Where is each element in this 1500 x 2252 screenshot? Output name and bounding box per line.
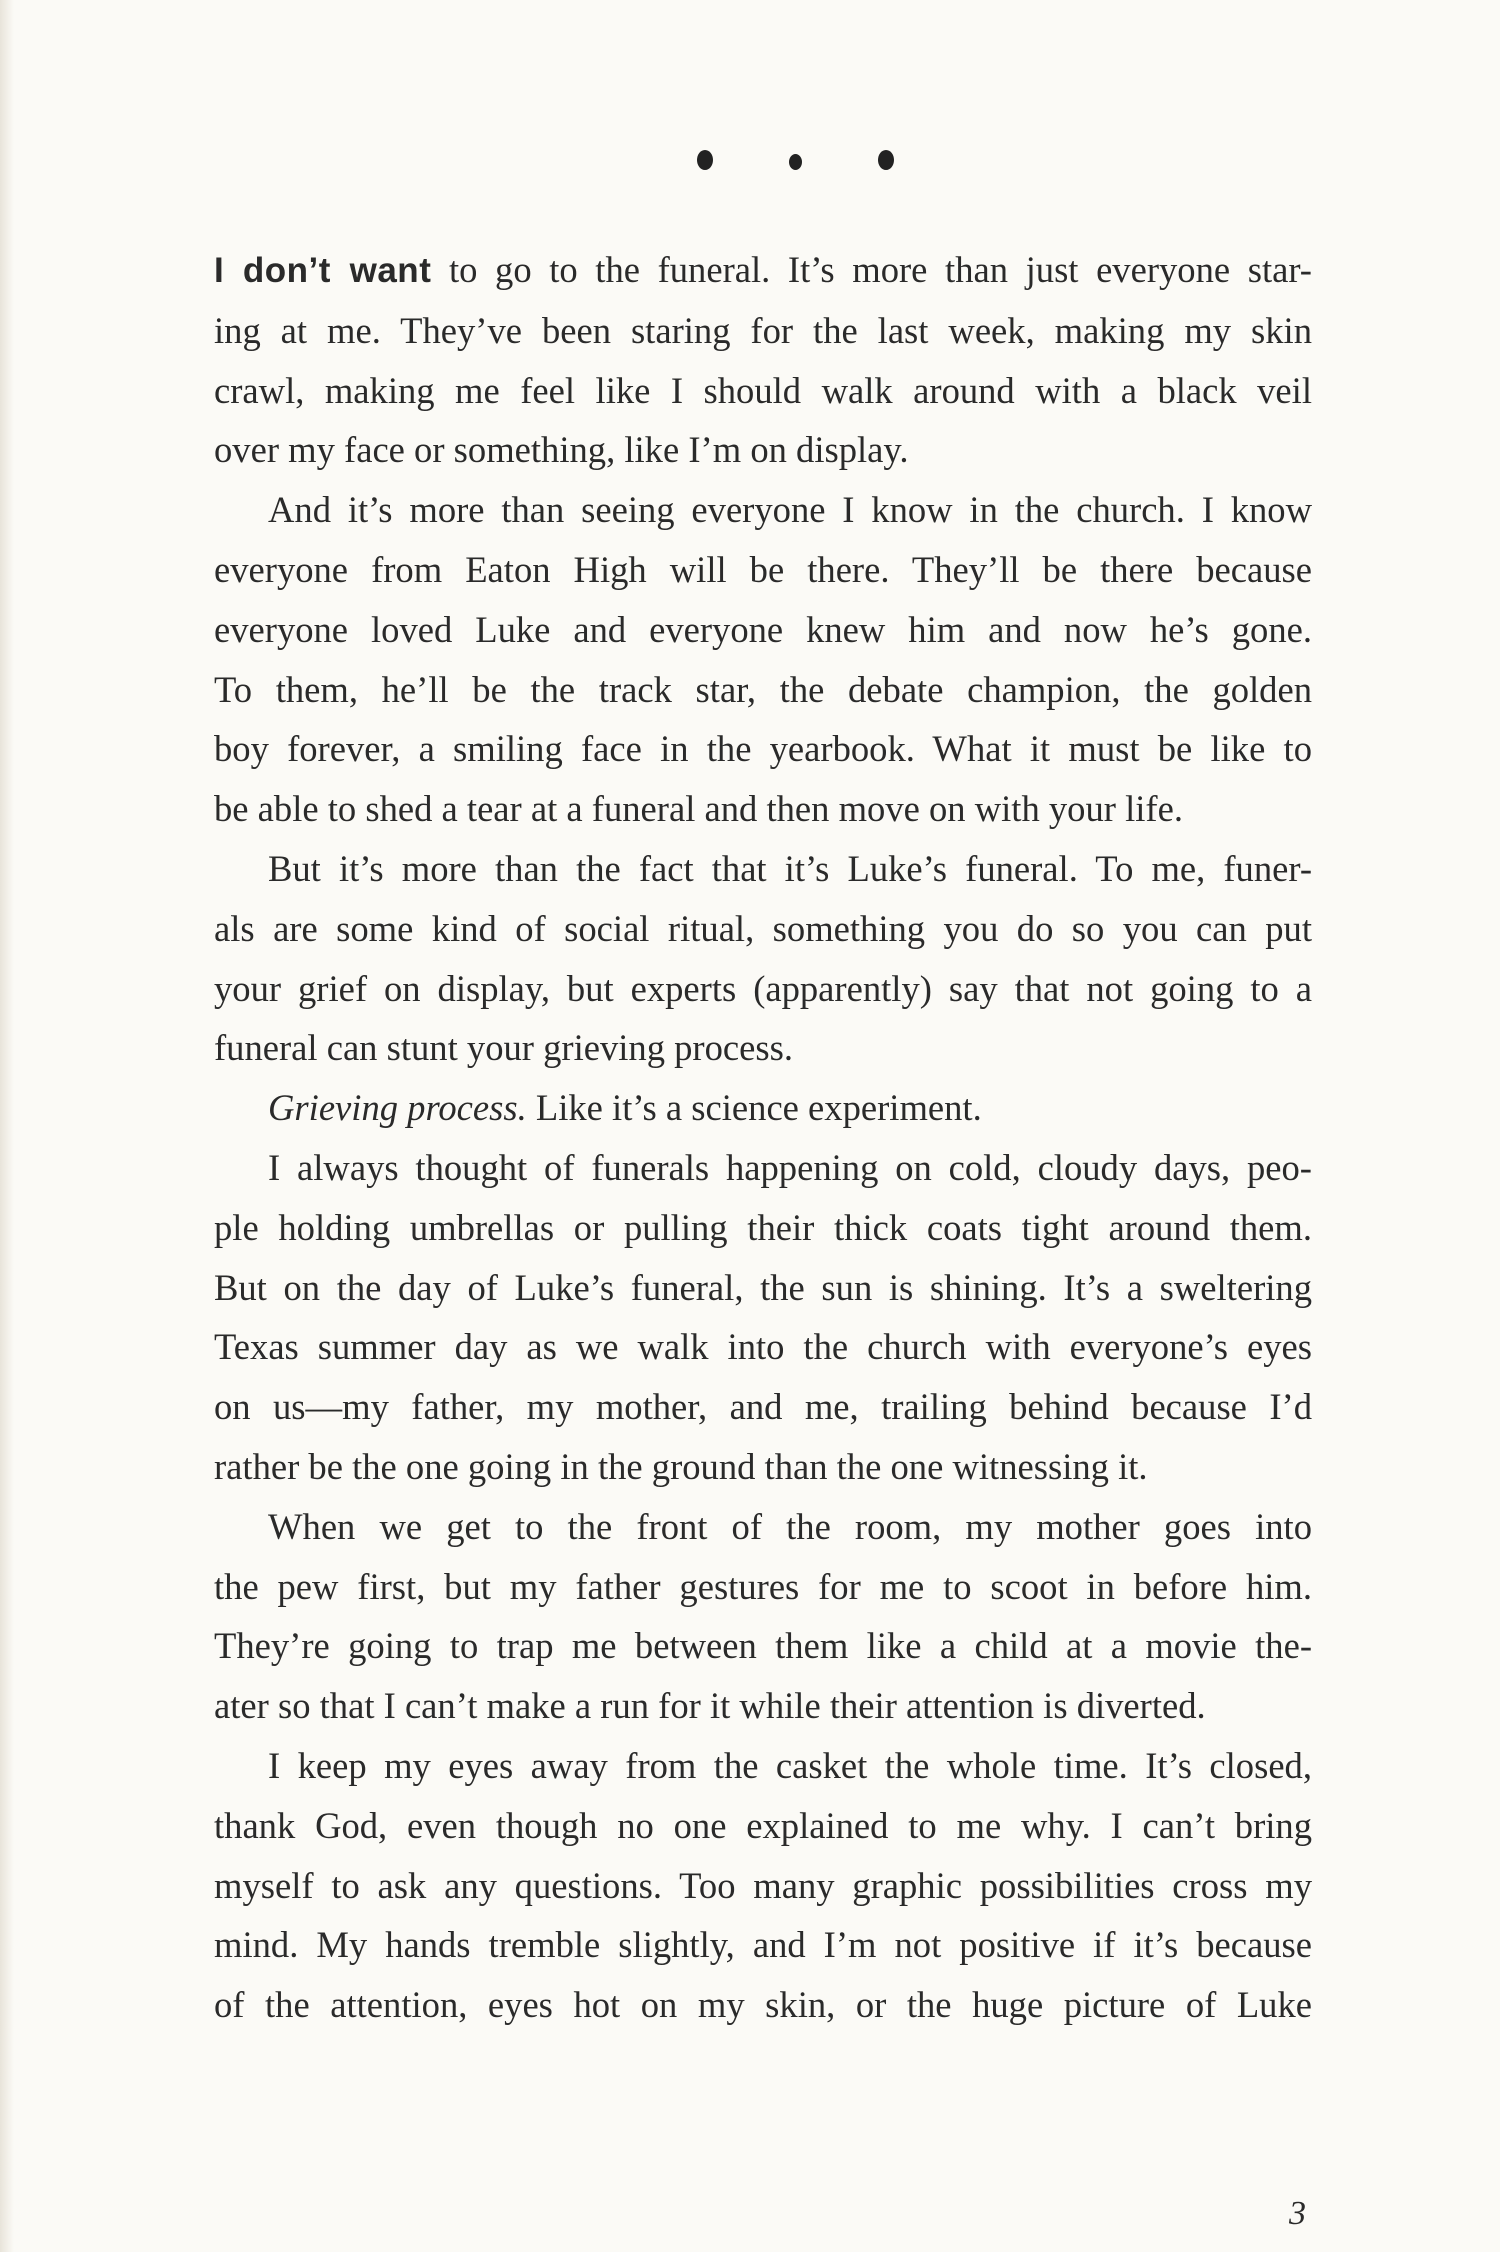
text-line: crawl, making me feel like I should walk around with a black veil [214,369,1312,411]
paragraph [214,1497,1312,1736]
ornament-dot [878,150,894,170]
text-line: When we get to the front of the room, my mother goes into [268,1505,1312,1547]
text-line: Grieving process. Like it’s a science experiment. [268,1087,982,1129]
ornament-dot [789,154,802,170]
text-line: They’re going to trap me between them like a child at a movie the- [214,1625,1312,1667]
text-line: I don’t want to go to the funeral. It’s more than just everyone star- [214,249,1312,290]
text-line: ing at me. They’ve been staring for the last week, making my skin [214,309,1312,351]
text-line: ple holding umbrellas or pulling their thick coats tight around them. [214,1206,1312,1248]
text-line: your grief on display, but experts (apparently) say that not going to a [214,967,1312,1009]
text-line: of the attention, eyes hot on my skin, or the huge picture of Luke [214,1984,1312,2026]
text-line: everyone loved Luke and everyone knew him and now he’s gone. [214,608,1312,650]
text-line: But on the day of Luke’s funeral, the sun is shining. It’s a sweltering [214,1266,1312,1308]
text-line: mind. My hands tremble slightly, and I’m not positive if it’s because [214,1924,1312,1966]
text-line: on us—my father, my mother, and me, trailing behind because I’d [214,1386,1312,1428]
text-line: And it’s more than seeing everyone I know in the church. I know [268,489,1312,531]
page-number: 3 [1289,2195,1306,2232]
chapter-lead-in: I don’t want [214,251,432,290]
paragraph [214,240,1312,480]
text-line: rather be the one going in the ground than the one witnessing it. [214,1445,1148,1487]
paragraph [214,480,1312,839]
page-edge-shadow [0,0,14,2252]
paragraph [214,1736,1312,2035]
italic-phrase: Grieving process. [268,1087,527,1129]
ornament-dot [697,150,713,170]
text-line: Texas summer day as we walk into the church with everyone’s eyes [214,1326,1312,1368]
text-line: To them, he’ll be the track star, the debate champion, the golden [214,668,1312,710]
text-line: the pew first, but my father gestures for me to scoot in before him. [214,1565,1312,1607]
paragraph [214,1078,1312,1138]
text-line: everyone from Eaton High will be there. They’ll be there because [214,548,1312,590]
text-line: I always thought of funerals happening on cold, cloudy days, peo- [268,1146,1312,1188]
paragraph [214,1138,1312,1497]
text-line: ater so that I can’t make a run for it while their attention is diverted. [214,1685,1206,1727]
paragraph [214,839,1312,1078]
section-break-ornament [0,128,1500,181]
text-line: als are some kind of social ritual, something you do so you can put [214,907,1312,949]
text-line: boy forever, a smiling face in the yearbook. What it must be like to [214,728,1312,770]
text-line: be able to shed a tear at a funeral and then move on with your life. [214,788,1183,830]
text-line: funeral can stunt your grieving process. [214,1027,793,1069]
text-line: over my face or something, like I’m on display. [214,429,909,471]
body-text [214,240,1312,2035]
text-line: thank God, even though no one explained to me why. I can’t bring [214,1804,1312,1846]
text-line: But it’s more than the fact that it’s Luke’s funeral. To me, funer- [268,847,1312,889]
text-line: I keep my eyes away from the casket the whole time. It’s closed, [268,1744,1312,1786]
text-line: myself to ask any questions. Too many graphic possibilities cross my [214,1864,1312,1906]
